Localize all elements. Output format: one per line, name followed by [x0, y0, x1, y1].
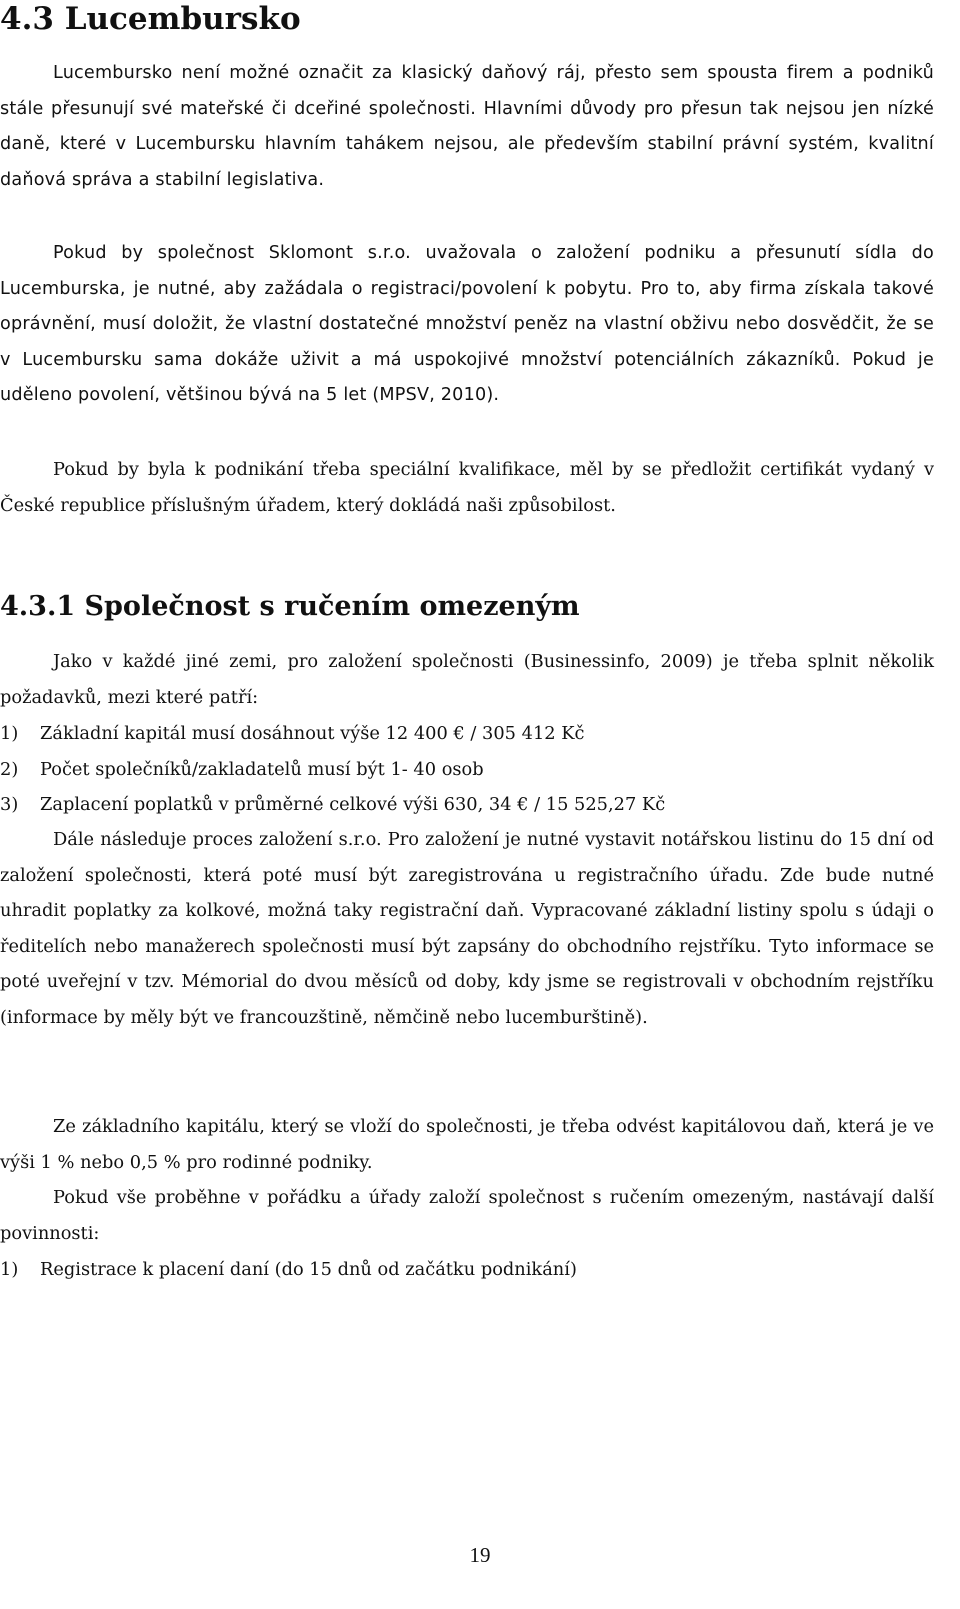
paragraph-further-obligations: Pokud vše proběhne v pořádku a úřady založí společnost s ručením omezeným, nastávají další povinnosti:	[0, 1187, 934, 1244]
section-heading: 4.3 Lucembursko	[0, 1, 301, 37]
list-item	[0, 752, 934, 788]
list-item	[0, 1252, 934, 1288]
list-item-text: Základní kapitál musí dosáhnout výše 12 400 € / 305 412 Kč	[40, 723, 585, 744]
paragraph-qualification: Pokud by byla k podnikání třeba speciální kvalifikace, měl by se předložit certifikát vydaný v České republice příslušným úřadem, který dokládá naši způsobilost.	[0, 459, 934, 516]
list-item-number: 2)	[0, 759, 19, 780]
list-item-text: Počet společníků/zakladatelů musí být 1- 40 osob	[40, 759, 484, 780]
paragraph-capital-tax: Ze základního kapitálu, který se vloží do společnosti, je třeba odvést kapitálovou daň, která je ve výši 1 % nebo 0,5 % pro rodinné podniky.	[0, 1116, 934, 1173]
list-item-number: 3)	[0, 794, 19, 815]
page-number: 19	[469, 1543, 491, 1567]
list-item-number: 1)	[0, 1259, 19, 1280]
list-item-number: 1)	[0, 723, 19, 744]
list-item	[0, 716, 934, 752]
list-item-text: Zaplacení poplatků v průměrné celkové výši 630, 34 € / 15 525,27 Kč	[40, 794, 666, 815]
paragraph-founding-process: Dále následuje proces založení s.r.o. Pro založení je nutné vystavit notářskou listinu do 15 dní od založení společnosti, která poté musí být zaregistrována u registračního úřadu. Zde bude nutné uhradit poplatky za kolkové, možná taky registrační daň. Vypracované základní listiny spolu s údaji o ředitelích nebo manažerech společnosti musí být zapsány do obchodního rejstříku. Tyto informace se poté uveřejní v tzv. Mémorial do dvou měsíců od doby, kdy jsme se registrovali v obchodním rejstříku (informace by měly být ve francouzštině, němčině nebo lucemburštině).	[0, 829, 934, 1028]
list-item	[0, 787, 934, 823]
list-item-text: Registrace k placení daní (do 15 dnů od začátku podnikání)	[40, 1259, 577, 1280]
paragraph-registration: Pokud by společnost Sklomont s.r.o. uvažovala o založení podniku a přesunutí sídla do Lucemburska, je nutné, aby zažádala o registraci/povolení k pobytu. Pro to, aby firma získala takové oprávnění, musí doložit, že vlastní dostatečné množství peněz na vlastní obživu nebo dosvědčit, že se v Lucembursku sama dokáže uživit a má uspokojivé množství potenciálních zákazníků. Pokud je uděleno povolení, většinou bývá na 5 let (MPSV, 2010).	[0, 243, 934, 405]
subsection-heading: 4.3.1 Společnost s ručením omezeným	[0, 591, 580, 622]
paragraph-requirements-intro: Jako v každé jiné zemi, pro založení společnosti (Businessinfo, 2009) je třeba splnit několik požadavků, mezi které patří:	[0, 651, 934, 708]
paragraph-intro: Lucembursko není možné označit za klasický daňový ráj, přesto sem spousta firem a podniků stále přesunují své mateřské či dceřiné společnosti. Hlavními důvody pro přesun tak nejsou jen nízké daně, které v Lucembursku hlavním tahákem nejsou, ale především stabilní právní systém, kvalitní daňová správa a stabilní legislativa.	[0, 63, 934, 190]
